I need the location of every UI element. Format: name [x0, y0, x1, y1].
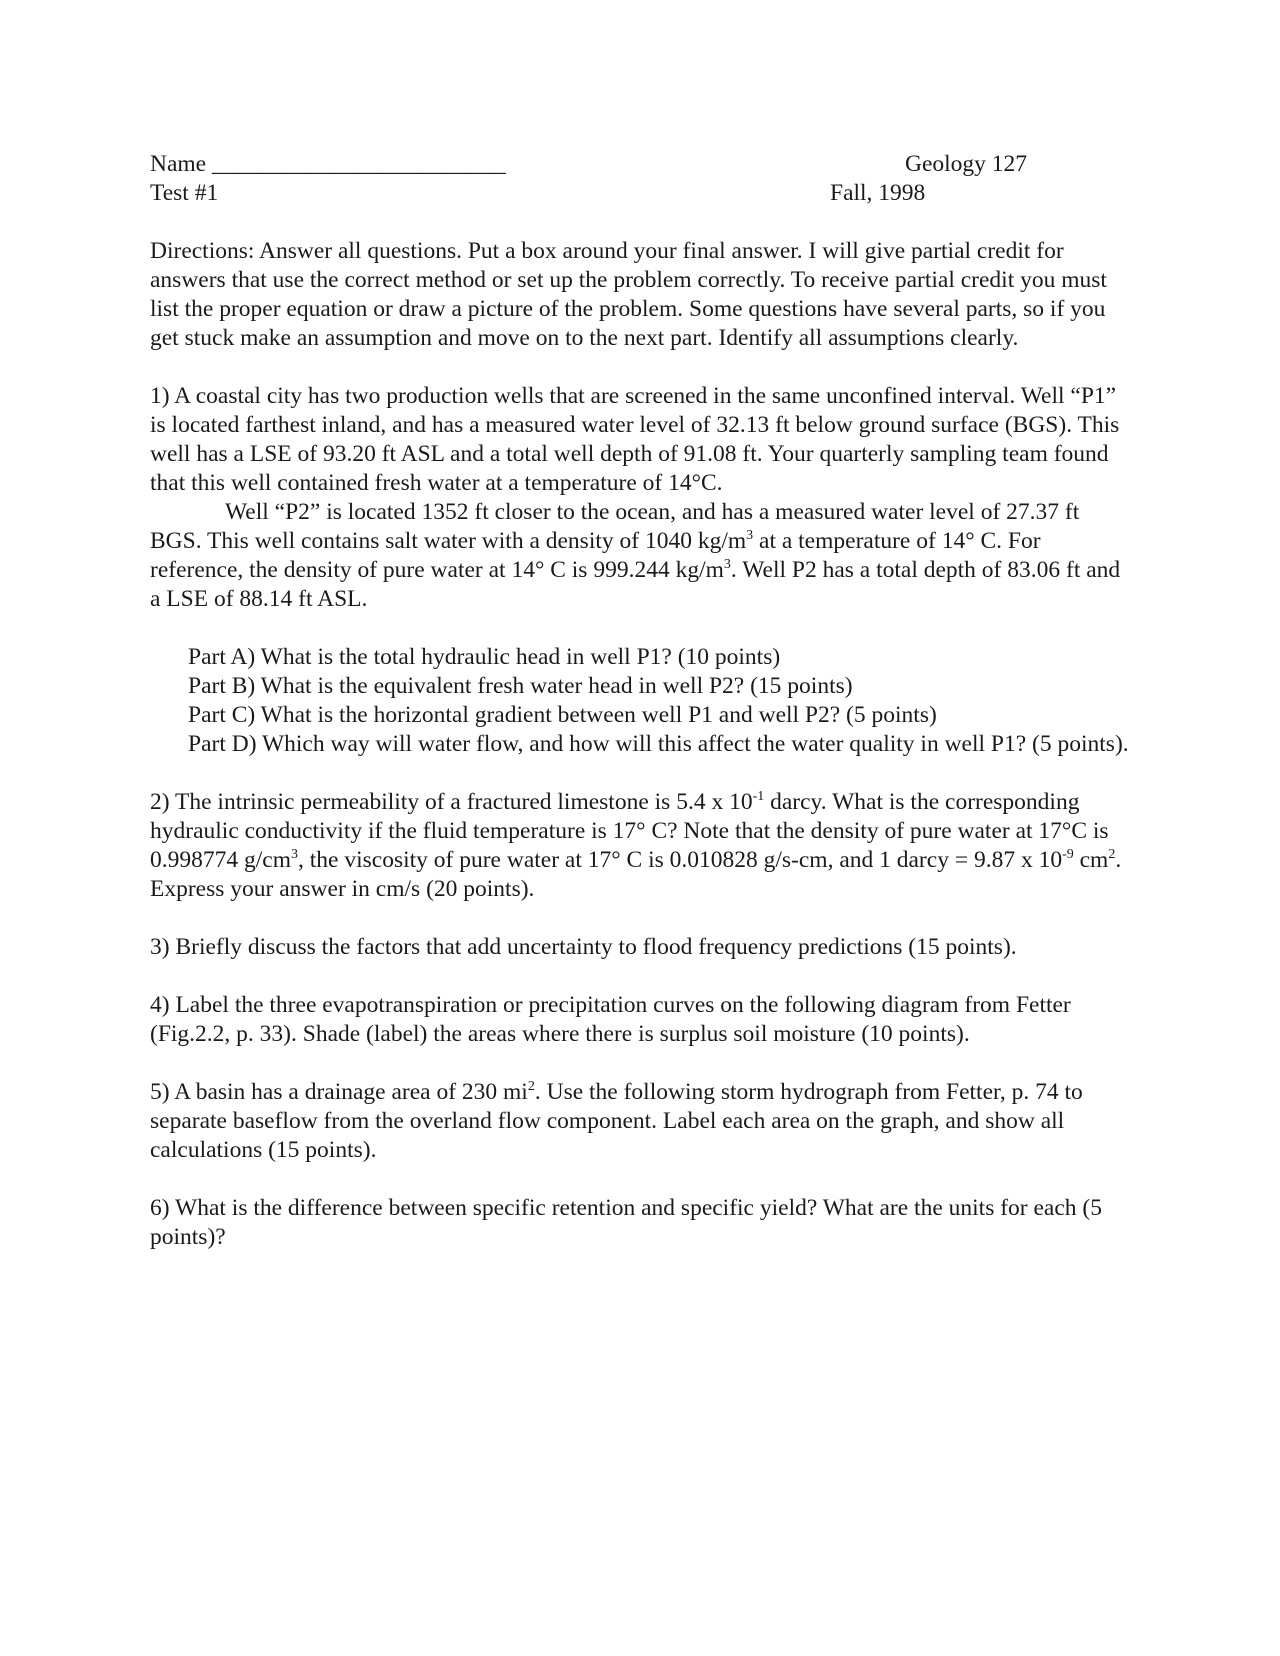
directions: Directions: Answer all questions. Put a box around your final answer. I will give partial credit for answers that use the correct method or set up the problem correctly. To receive partial credit you must list the proper equation or draw a picture of the problem. Some questions have several parts, so if you get stuck make an assumption and move on to the next part. Identify all assumptions clearly. [150, 238, 1107, 351]
exam-page [150, 150, 1130, 1252]
part-c: Part C) What is the horizontal gradient between well P1 and well P2? (5 points) [188, 702, 937, 728]
name-line [150, 150, 506, 179]
test-number: Test #1 [150, 180, 219, 206]
question-6: 6) What is the difference between specific retention and specific yield? What are the units for each (5 points)? [150, 1195, 1102, 1250]
part-a: Part A) What is the total hydraulic head in well P1? (10 points) [188, 644, 781, 670]
question-4: 4) Label the three evapotranspiration or precipitation curves on the following diagram from Fetter (Fig.2.2, p. 33). Shade (label) the areas where there is surplus soil moisture (10 points). [150, 992, 1071, 1047]
question-1-parts [150, 643, 1130, 759]
question-3: 3) Briefly discuss the factors that add uncertainty to flood frequency predictions (15 points). [150, 934, 1017, 960]
question-5: 5) A basin has a drainage area of 230 $mi^2$. Use the following storm hydrograph from Fetter, p. 74 to separate baseflow from the overland flow component. Label each area on the graph, and show all calculations (15 points). [150, 1079, 1083, 1163]
name-label: Name [150, 151, 207, 177]
header-row-2 [150, 179, 1130, 208]
part-b: Part B) What is the equivalent fresh water head in well P2? (15 points) [188, 673, 853, 699]
name-blank: _________________________ [212, 151, 506, 177]
question-2: 2) The intrinsic permeability of a fractured limestone is 5.4 x $10^{-1}$ darcy. What is the corresponding hydraulic conductivity if the fluid temperature is 17° C? Note that the density of pure water at 17°C is 0.998774 $g/cm^3$, the viscosity of pure water at 17° C is 0.010828 g/s-cm, and 1 darcy = 9.87 x $10^{-9}$ $cm^2$. Express your answer in cm/s (20 points). [150, 789, 1122, 902]
part-d: Part D) Which way will water flow, and how will this affect the water quality in well P1? (5 points). [188, 731, 1129, 757]
term: Fall, 1998 [830, 180, 926, 206]
header-row-1 [150, 150, 1130, 179]
question-1-paragraph-1: 1) A coastal city has two production wells that are screened in the same unconfined interval. Well “P1” is located farthest inland, and has a measured water level of 32.13 ft below ground surface (BGS). This well has a LSE of 93.20 ft ASL and a total well depth of 91.08 ft. Your quarterly sampling team found that this well contained fresh water at a temperature of 14°C. [150, 383, 1120, 496]
course-title: Geology 127 [905, 151, 1028, 177]
question-1-paragraph-2: Well “P2” is located 1352 ft closer to the ocean, and has a measured water level of 27.37 ft BGS. This well contains salt water with a density of 1040 $kg/m^3$ at a temperature of 14° C. For reference, the density of pure water at 14° C is 999.244 $kg/m^3$. Well P2 has a total depth of 83.06 ft and a LSE of 88.14 ft ASL. [150, 499, 1121, 612]
